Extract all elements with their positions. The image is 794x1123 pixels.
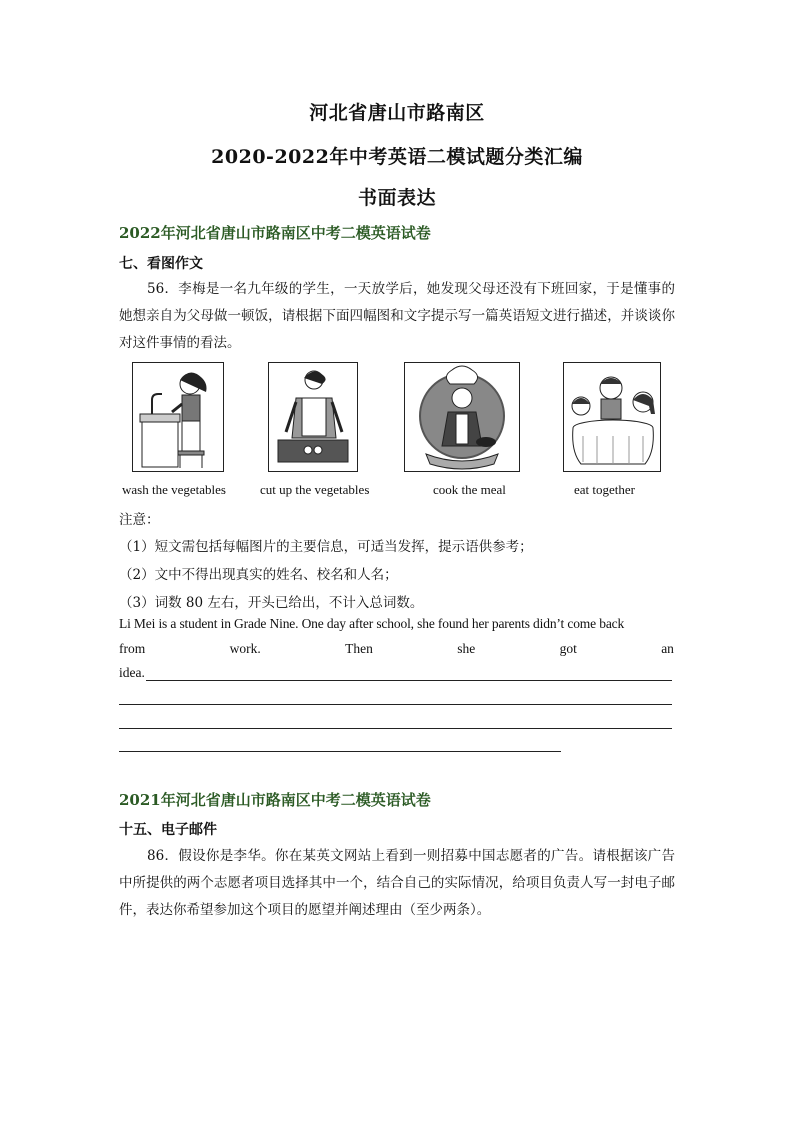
essay-word: she: [457, 641, 476, 656]
caption-wash-the-vegetables: wash the vegetables: [122, 482, 226, 497]
notes-label: 注意：: [119, 512, 160, 528]
girl-washing-vegetables-icon: [132, 362, 224, 472]
essay-opening-line-1: Li Mei is a student in Grade Nine. One day after school, she found her parents didn’t come back: [119, 616, 625, 631]
part-heading-picture-writing: 七、看图作文: [119, 256, 203, 272]
essay-opening-line-3: idea.: [119, 665, 145, 680]
answer-line-4[interactable]: [119, 751, 561, 752]
question-56-text: 56．李梅是一名九年级的学生，一天放学后，她发现父母还没有下班回家，于是懂事的她想亲自为父母做一顿饭，请根据下面四幅图和文字提示写一篇英语短文进行描述，并谈谈你对这件事情的看法。: [119, 281, 675, 351]
essay-word: an: [661, 641, 674, 656]
doc-title-region: 河北省唐山市路南区: [309, 102, 485, 124]
answer-line-3[interactable]: [119, 728, 672, 729]
part-heading-email: 十五、电子邮件: [119, 822, 217, 838]
essay-opening-line-2: [119, 641, 674, 657]
caption-eat-together: eat together: [574, 482, 635, 497]
answer-line-2[interactable]: [119, 704, 672, 705]
essay-word: work.: [229, 641, 261, 656]
note-item-3: （3）词数 80 左右，开头已给出，不计入总词数。: [119, 595, 424, 611]
note-item-2: （2）文中不得出现真实的姓名、校名和人名；: [119, 567, 398, 583]
section-heading-2022: 2022年河北省唐山市路南区中考二模英语试卷: [119, 224, 431, 242]
caption-cook-the-meal: cook the meal: [433, 482, 506, 497]
doc-title-topic: 书面表达: [357, 187, 436, 209]
essay-word: Then: [345, 641, 373, 656]
family-eating-icon: [563, 362, 661, 472]
essay-word: from: [119, 641, 146, 656]
chef-cooking-icon: [404, 362, 520, 472]
note-item-1: （1）短文需包括每幅图片的主要信息，可适当发挥，提示语供参考；: [119, 539, 533, 555]
picture-row: [119, 362, 679, 502]
essay-word: got: [559, 641, 577, 656]
question-86-text: 86．假设你是李华。你在某英文网站上看到一则招募中国志愿者的广告。请根据该广告中所提供的两个志愿者项目选择其中一个，结合自己的实际情况，给项目负责人写一封电子邮件，表达你希望参加这个项目的愿望并阐述理由（至少两条）。: [119, 848, 675, 918]
answer-line-1[interactable]: [146, 680, 672, 681]
doc-title-main: 2020-2022年中考英语二模试题分类汇编: [211, 146, 583, 168]
caption-cut-up-the-vegetables: cut up the vegetables: [260, 482, 370, 497]
section-heading-2021: 2021年河北省唐山市路南区中考二模英语试卷: [119, 791, 431, 809]
woman-cutting-vegetables-icon: [268, 362, 358, 472]
